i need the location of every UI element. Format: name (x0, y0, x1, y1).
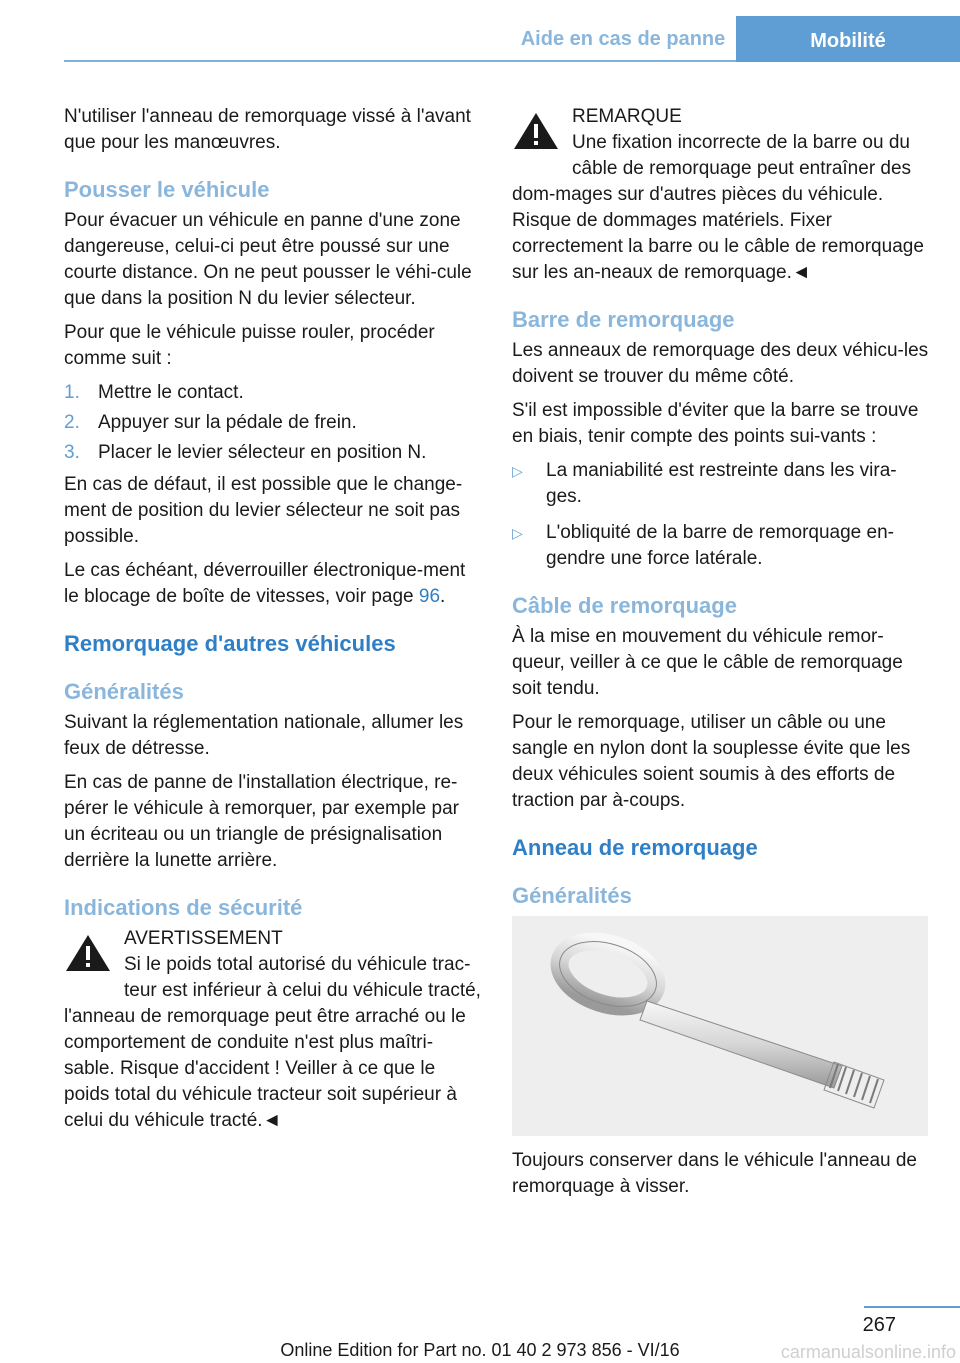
towing-other-vehicles-heading: Remorquage d'autres véhicules (64, 631, 396, 656)
tow-cable-paragraph-2: Pour le remorquage, utiliser un câble ou une sangle en nylon dont la souplesse évite que les deux véhicules soient soumis à des efforts de traction par à-coups. (512, 712, 911, 811)
page-number: 267 (862, 1314, 896, 1336)
tow-bar-paragraph-1: Les anneaux de remorquage des deux véhicu‐les doivent se trouver du même côté. (512, 340, 929, 387)
watermark: carmanualsonline.info (780, 1342, 956, 1362)
right-column (512, 104, 930, 1208)
list-item (64, 380, 482, 406)
triangle-right-icon: ▷ (512, 525, 523, 541)
header-section-tab[interactable]: Aide en cas de panne (520, 28, 726, 50)
push-paragraph-1: Pour évacuer un véhicule en panne d'une zone dangereuse, celui-ci peut être poussé sur une courte distance. On ne peut pousser le véhi‐cule que dans la position N du levier sélecteur. (64, 210, 472, 309)
safety-heading: Indications de sécurité (64, 895, 303, 920)
push-paragraph-4-end: . (440, 586, 446, 607)
warning-title: AVERTISSEMENT (124, 928, 283, 949)
triangle-right-icon: ▷ (512, 463, 523, 479)
warning-triangle-icon (512, 110, 560, 152)
towing-eye-heading: Anneau de remorquage (512, 835, 758, 860)
bullet-text: L'obliquité de la barre de remorquage en‐gendre une force latérale. (546, 522, 894, 569)
push-paragraph-2: Pour que le véhicule puisse rouler, procéder comme suit : (64, 322, 435, 369)
intro-paragraph: N'utiliser l'anneau de remorquage vissé à l'avant que pour les manœuvres. (64, 106, 471, 153)
general-paragraph-2: En cas de panne de l'installation électrique, re‐pérer le véhicule à remorquer, par exemple par un écriteau ou un triangle de présignalisation derrière la lunette arrière. (64, 772, 459, 871)
list-item (64, 440, 482, 466)
tow-bar-points-list (512, 458, 930, 572)
step-text: Placer le levier sélecteur en position N. (98, 442, 427, 463)
warning-text: Si le poids total autorisé du véhicule trac‐teur est inférieur à celui du véhicule tracté, l'anneau de remorquage peut être arraché ou le comportement de conduite n'est plus maîtri‐sable. Risque d'accident ! Veiller à ce que le poids total du véhicule tracteur soit supérieur à celui du véhicule tracté.◄ (64, 954, 481, 1131)
towing-eye-general-heading: Généralités (512, 883, 632, 908)
push-paragraph-4-text: Le cas échéant, déverrouiller électronique‐ment le blocage de boîte de vitesses, voir page (64, 560, 466, 607)
list-item (64, 410, 482, 436)
tow-cable-paragraph-1: À la mise en mouvement du véhicule remor‐queur, veiller à ce que le câble de remorquage soit tendu. (512, 626, 903, 699)
footer-rule (864, 1306, 960, 1308)
towing-eye-caption: Toujours conserver dans le véhicule l'anneau de remorquage à visser. (512, 1150, 917, 1197)
general-paragraph-1: Suivant la réglementation nationale, allumer les feux de détresse. (64, 712, 464, 759)
header-chapter-tab[interactable]: Mobilité (736, 16, 960, 62)
tow-bar-paragraph-2: S'il est impossible d'éviter que la barre se trouve en biais, tenir compte des points sui‐vants : (512, 400, 919, 447)
step-text: Appuyer sur la pédale de frein. (98, 412, 357, 433)
step-number: 1. (64, 382, 80, 403)
warning-notice (64, 926, 482, 1134)
page-link[interactable]: 96 (418, 586, 441, 607)
step-number: 2. (64, 412, 80, 433)
warning-triangle-icon (64, 932, 112, 974)
bullet-text: La maniabilité est restreinte dans les vira‐ges. (546, 460, 897, 507)
push-steps-list (64, 380, 482, 466)
edition-footer: Online Edition for Part no. 01 40 2 973 856 - VI/16 (280, 1340, 680, 1360)
general-heading: Généralités (64, 679, 184, 704)
push-paragraph-4 (64, 558, 482, 610)
push-vehicle-heading: Pousser le véhicule (64, 177, 270, 202)
towing-eye-illustration (512, 916, 928, 1136)
note-text: Une fixation incorrecte de la barre ou du câble de remorquage peut entraîner des dom‐mages sur d'autres pièces du véhicule. Risque de dommages matériels. Fixer correctement la barre ou le câble de remorquage sur les an‐neaux de remorquage.◄ (512, 132, 924, 283)
note-title: REMARQUE (572, 106, 682, 127)
list-item (512, 520, 930, 572)
push-paragraph-3: En cas de défaut, il est possible que le change‐ment de position du levier sélecteur ne soit pas possible. (64, 474, 463, 547)
step-text: Mettre le contact. (98, 382, 244, 403)
tow-cable-heading: Câble de remorquage (512, 593, 737, 618)
list-item (512, 458, 930, 510)
step-number: 3. (64, 442, 80, 463)
note-notice (512, 104, 930, 286)
tow-bar-heading: Barre de remorquage (512, 307, 735, 332)
left-column (64, 104, 482, 1142)
